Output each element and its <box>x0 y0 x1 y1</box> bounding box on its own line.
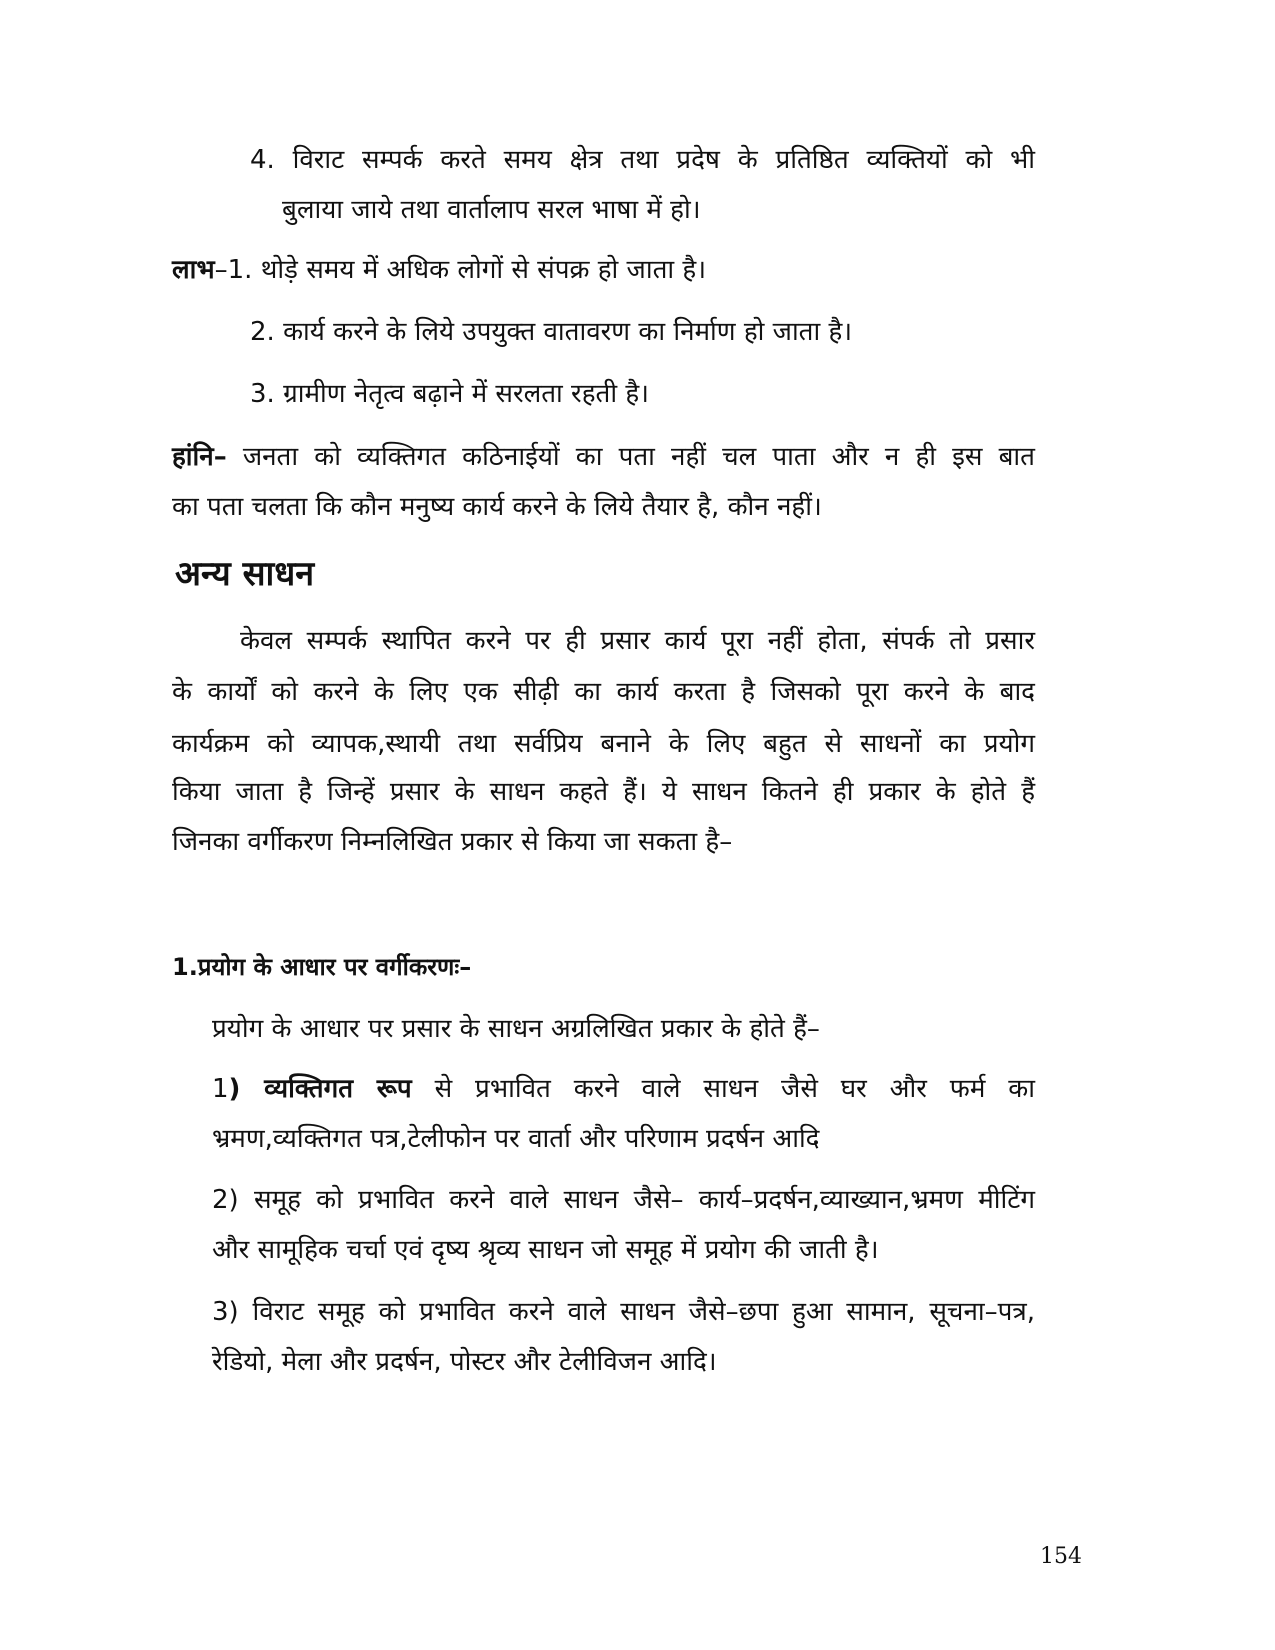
classification-item-2-line-2: और सामूहिक चर्चा एवं दृष्य श्रृव्य साधन जो समूह में प्रयोग की जाती है। <box>212 1235 879 1265</box>
benefits-label: लाभ <box>172 255 215 285</box>
intro-paragraph-line-3: कार्यक्रम को व्यापक,स्थायी तथा सर्वप्रिय बनाने के लिए बहुत से साधनों का प्रयोग <box>172 729 1035 759</box>
classification-intro: प्रयोग के आधार पर प्रसार के साधन अग्रलिखित प्रकार के होते हैं– <box>212 1014 820 1044</box>
list-item-4-line-2: बुलाया जाये तथा वार्तालाप सरल भाषा में हो। <box>282 195 701 225</box>
classification-item-1-line-2: भ्रमण,व्यक्तिगत पत्र,टेलीफोन पर वार्ता और परिणाम प्रदर्षन आदि <box>212 1124 820 1154</box>
intro-paragraph-line-5: जिनका वर्गीकरण निम्नलिखित प्रकार से किया जा सकता है– <box>172 827 733 857</box>
loss-label: हांनि– <box>172 442 227 472</box>
intro-paragraph-line-4: किया जाता है जिन्हें प्रसार के साधन कहते हैं। ये साधन कितने ही प्रकार के होते हैं <box>172 777 1035 807</box>
classification-heading: 1.प्रयोग के आधार पर वर्गीकरणः– <box>172 953 472 981</box>
loss-line-2: का पता चलता कि कौन मनुष्य कार्य करने के लिये तैयार है, कौन नहीं। <box>172 492 822 522</box>
benefit-item-2: 2. कार्य करने के लिये उपयुक्त वातावरण का निर्माण हो जाता है। <box>250 317 853 347</box>
classification-item-1-prefix: 1 <box>212 1074 229 1104</box>
page-number: 154 <box>1040 1544 1082 1569</box>
classification-item-3-line-1: 3) विराट समूह को प्रभावित करने वाले साधन जैसे–छपा हुआ सामान, सूचना–पत्र, <box>212 1297 1035 1327</box>
benefit-item-1 <box>172 253 706 287</box>
list-item-4-line-1: 4. विराट सम्पर्क करते समय क्षेत्र तथा प्रदेष के प्रतिष्ठित व्यक्तियों को भी <box>250 145 1035 175</box>
classification-item-2-line-1: 2) समूह को प्रभावित करने वाले साधन जैसे– कार्य–प्रदर्षन,व्याख्यान,भ्रमण मीटिंग <box>212 1185 1035 1215</box>
classification-item-1-rest: से प्रभावित करने वाले साधन जैसे घर और फर्म का <box>411 1074 1035 1104</box>
classification-item-3-line-2: रेडियो, मेला और प्रदर्षन, पोस्टर और टेलीविजन आदि। <box>212 1347 717 1377</box>
section-heading: अन्य साधन <box>175 554 315 594</box>
benefit-item-3: 3. ग्रामीण नेतृत्व बढ़ाने में सरलता रहती है। <box>250 379 649 409</box>
classification-item-1-line-1 <box>212 1072 1035 1106</box>
benefit-item-1-text: –1. थोड़े समय में अधिक लोगों से संपक्र हो जाता है। <box>214 255 707 285</box>
intro-paragraph-line-2: के कार्यों को करने के लिए एक सीढ़ी का कार्य करता है जिसको पूरा करने के बाद <box>172 677 1035 707</box>
loss-line-1-text: जनता को व्यक्तिगत कठिनाईयों का पता नहीं चल पाता और न ही इस बात <box>226 442 1035 472</box>
intro-paragraph-line-1: केवल सम्पर्क स्थापित करने पर ही प्रसार कार्य पूरा नहीं होता, संपर्क तो प्रसार <box>240 626 1035 656</box>
classification-item-1-bold: ) व्यक्तिगत रूप <box>228 1074 412 1104</box>
loss-line-1 <box>172 440 1035 474</box>
